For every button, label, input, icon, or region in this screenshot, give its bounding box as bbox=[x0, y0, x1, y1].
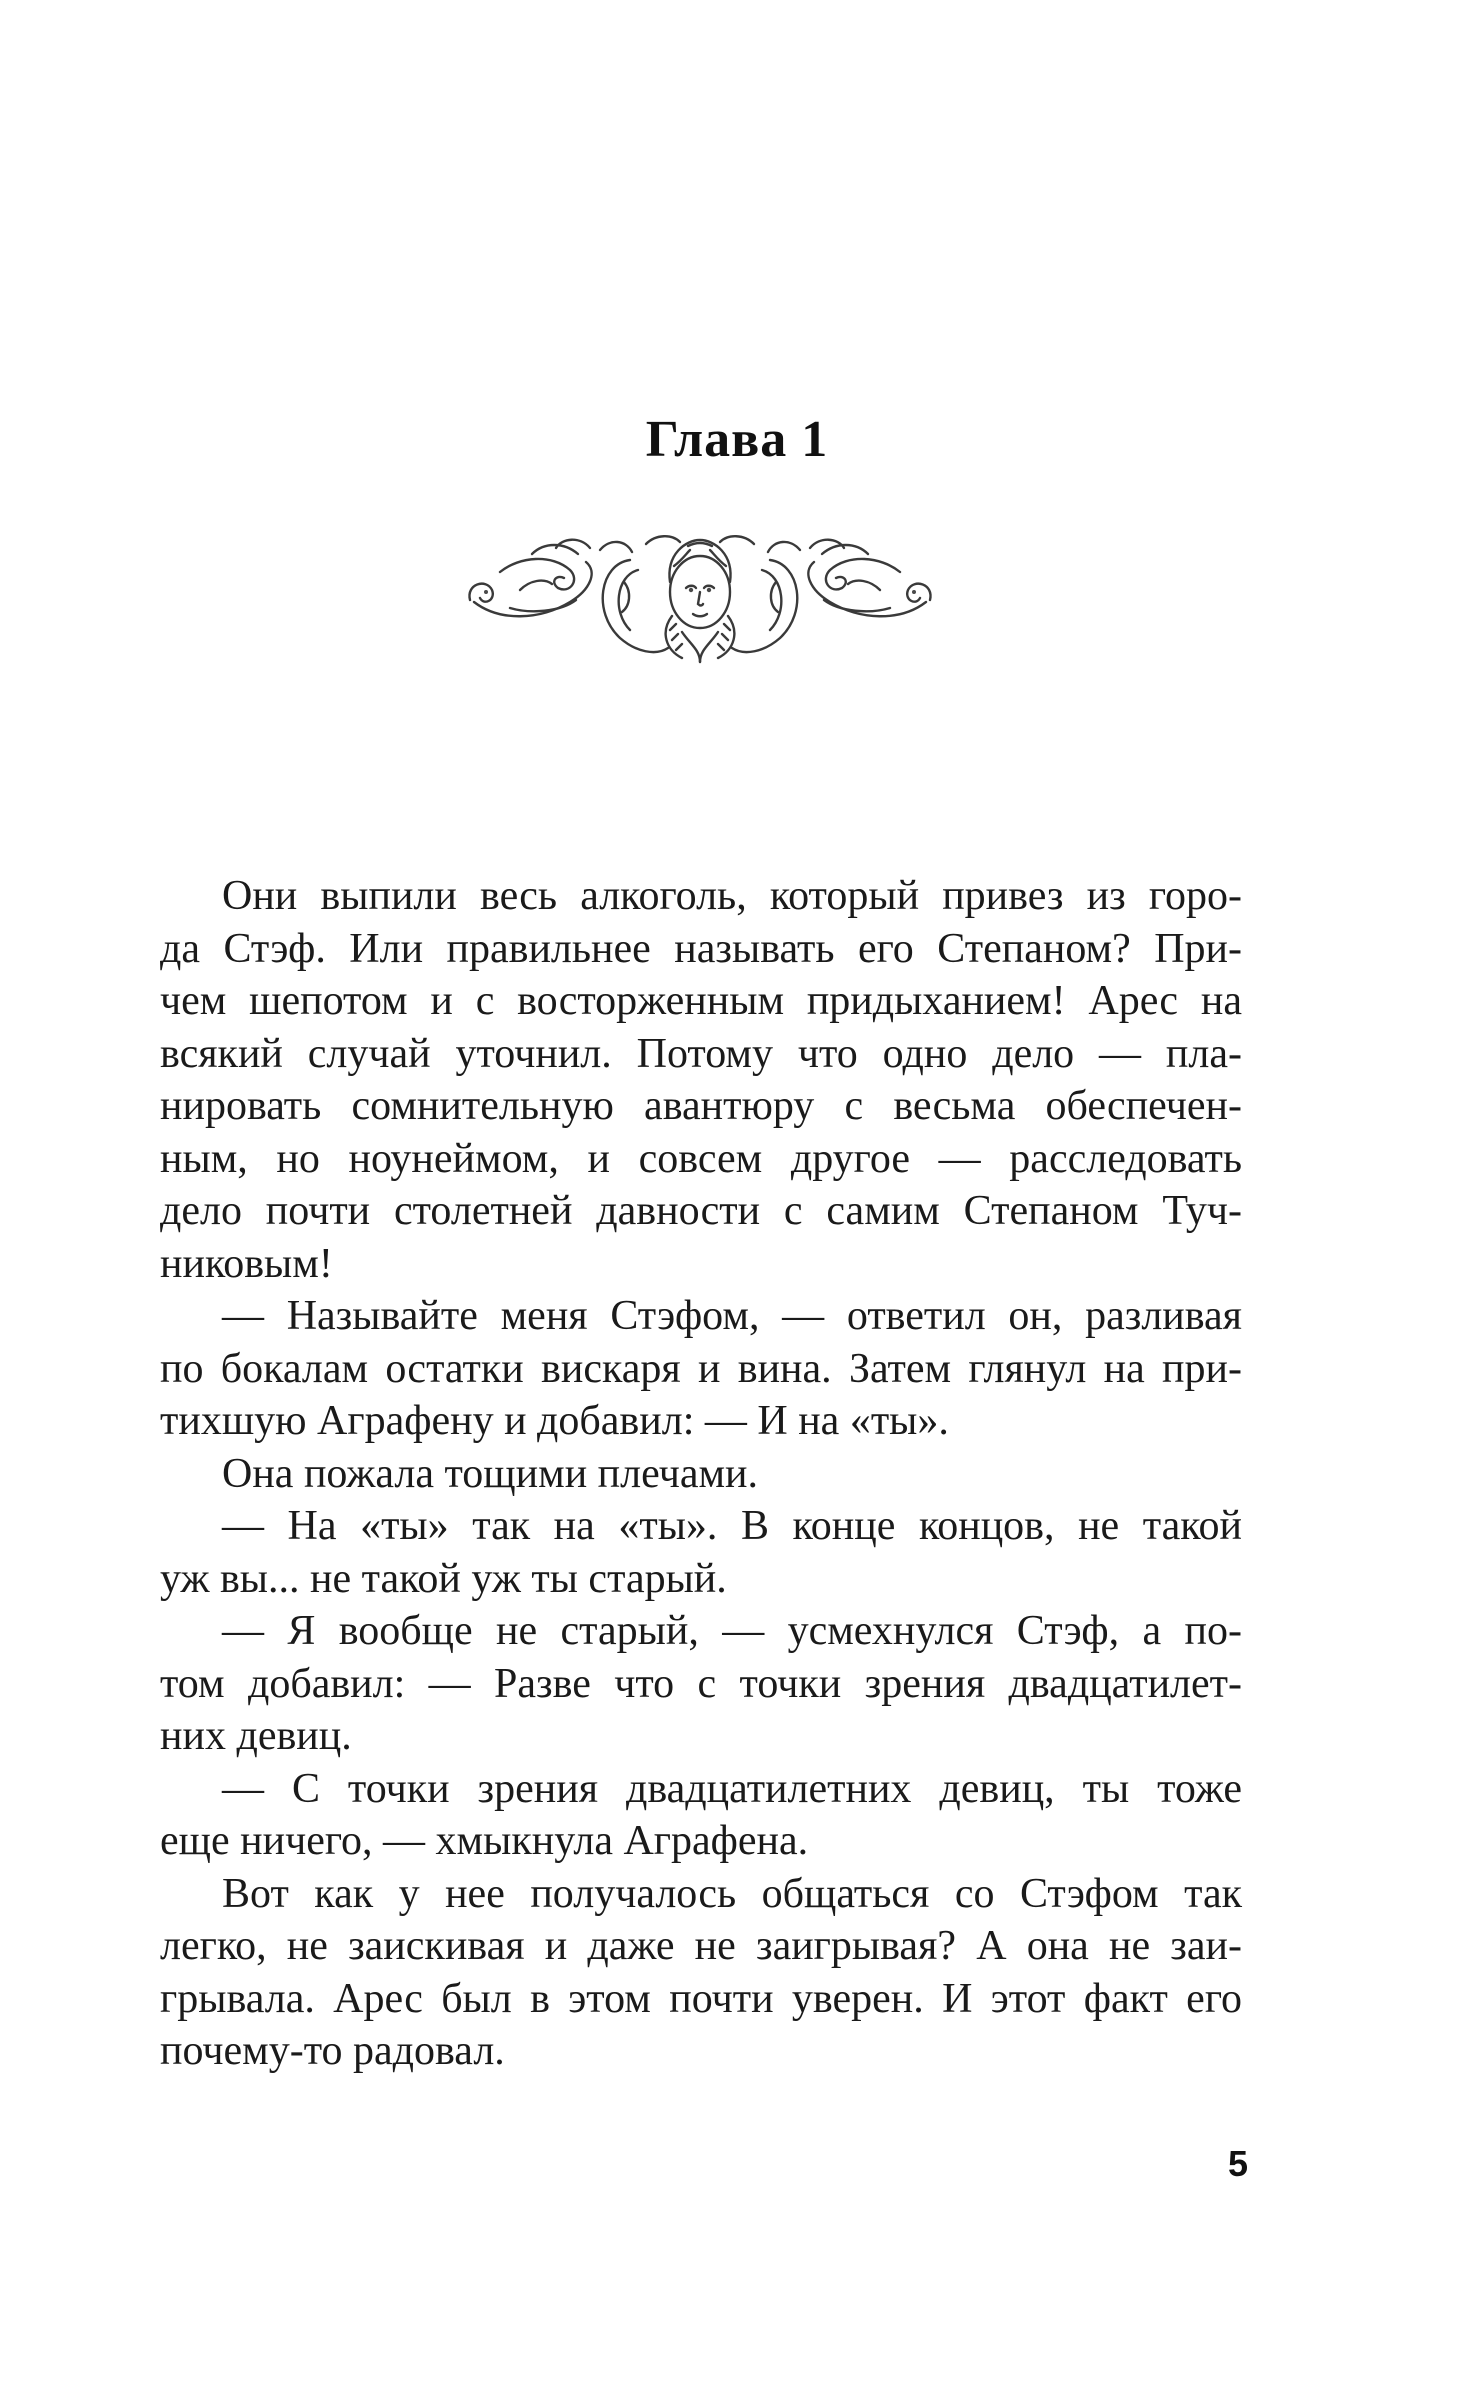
text-line: никовым! bbox=[160, 1240, 333, 1287]
page-number: 5 bbox=[1228, 2143, 1249, 2184]
chapter-title: Глава 1 bbox=[645, 411, 829, 468]
text-line: — С точки зрения двадцатилетних девиц, ты тоже bbox=[222, 1765, 1242, 1812]
text-line: по бокалам остатки вискаря и вина. Затем глянул на при- bbox=[160, 1345, 1242, 1392]
text-line: — Называйте меня Стэфом, — ответил он, разливая bbox=[222, 1293, 1242, 1339]
text-line: Она пожала тощими плечами. bbox=[222, 1450, 759, 1497]
text-line: том добавил: — Разве что с точки зрения двадцатилет- bbox=[160, 1660, 1242, 1707]
cherub-scroll-ornament-icon bbox=[460, 520, 940, 670]
text-line: ным, но ноунеймом, и совсем другое — расследовать bbox=[160, 1135, 1242, 1182]
text-line: легко, не заискивая и даже не заигрывая? А она не заи- bbox=[160, 1923, 1242, 1969]
text-line: — Я вообще не старый, — усмехнулся Стэф, а по- bbox=[222, 1608, 1242, 1654]
text-line: Они выпили весь алкоголь, который привез из горо- bbox=[222, 873, 1242, 919]
text-line: Вот как у нее получалось общаться со Стэфом так bbox=[222, 1870, 1242, 1917]
text-line: всякий случай уточнил. Потому что одно дело — пла- bbox=[160, 1030, 1242, 1077]
text-line: — На «ты» так на «ты». В конце концов, не такой bbox=[222, 1503, 1242, 1549]
text-line: уж вы... не такой уж ты старый. bbox=[160, 1555, 727, 1602]
text-line: еще ничего, — хмыкнула Аграфена. bbox=[160, 1818, 809, 1864]
text-line: дело почти столетней давности с самим Степаном Туч- bbox=[160, 1188, 1242, 1234]
body-text bbox=[160, 870, 1242, 2078]
text-line: тихшую Аграфену и добавил: — И на «ты». bbox=[160, 1398, 949, 1444]
text-line: почему-то радовал. bbox=[160, 2028, 505, 2074]
text-line: да Стэф. Или правильнее называть его Степаном? При- bbox=[160, 925, 1242, 972]
text-line: чем шепотом и с восторженным придыханием! Арес на bbox=[160, 978, 1242, 1024]
text-line: грывала. Арес был в этом почти уверен. И этот факт его bbox=[160, 1975, 1242, 2022]
text-line: них девиц. bbox=[160, 1713, 352, 1759]
text-line: нировать сомнительную авантюру с весьма обеспечен- bbox=[160, 1083, 1242, 1129]
